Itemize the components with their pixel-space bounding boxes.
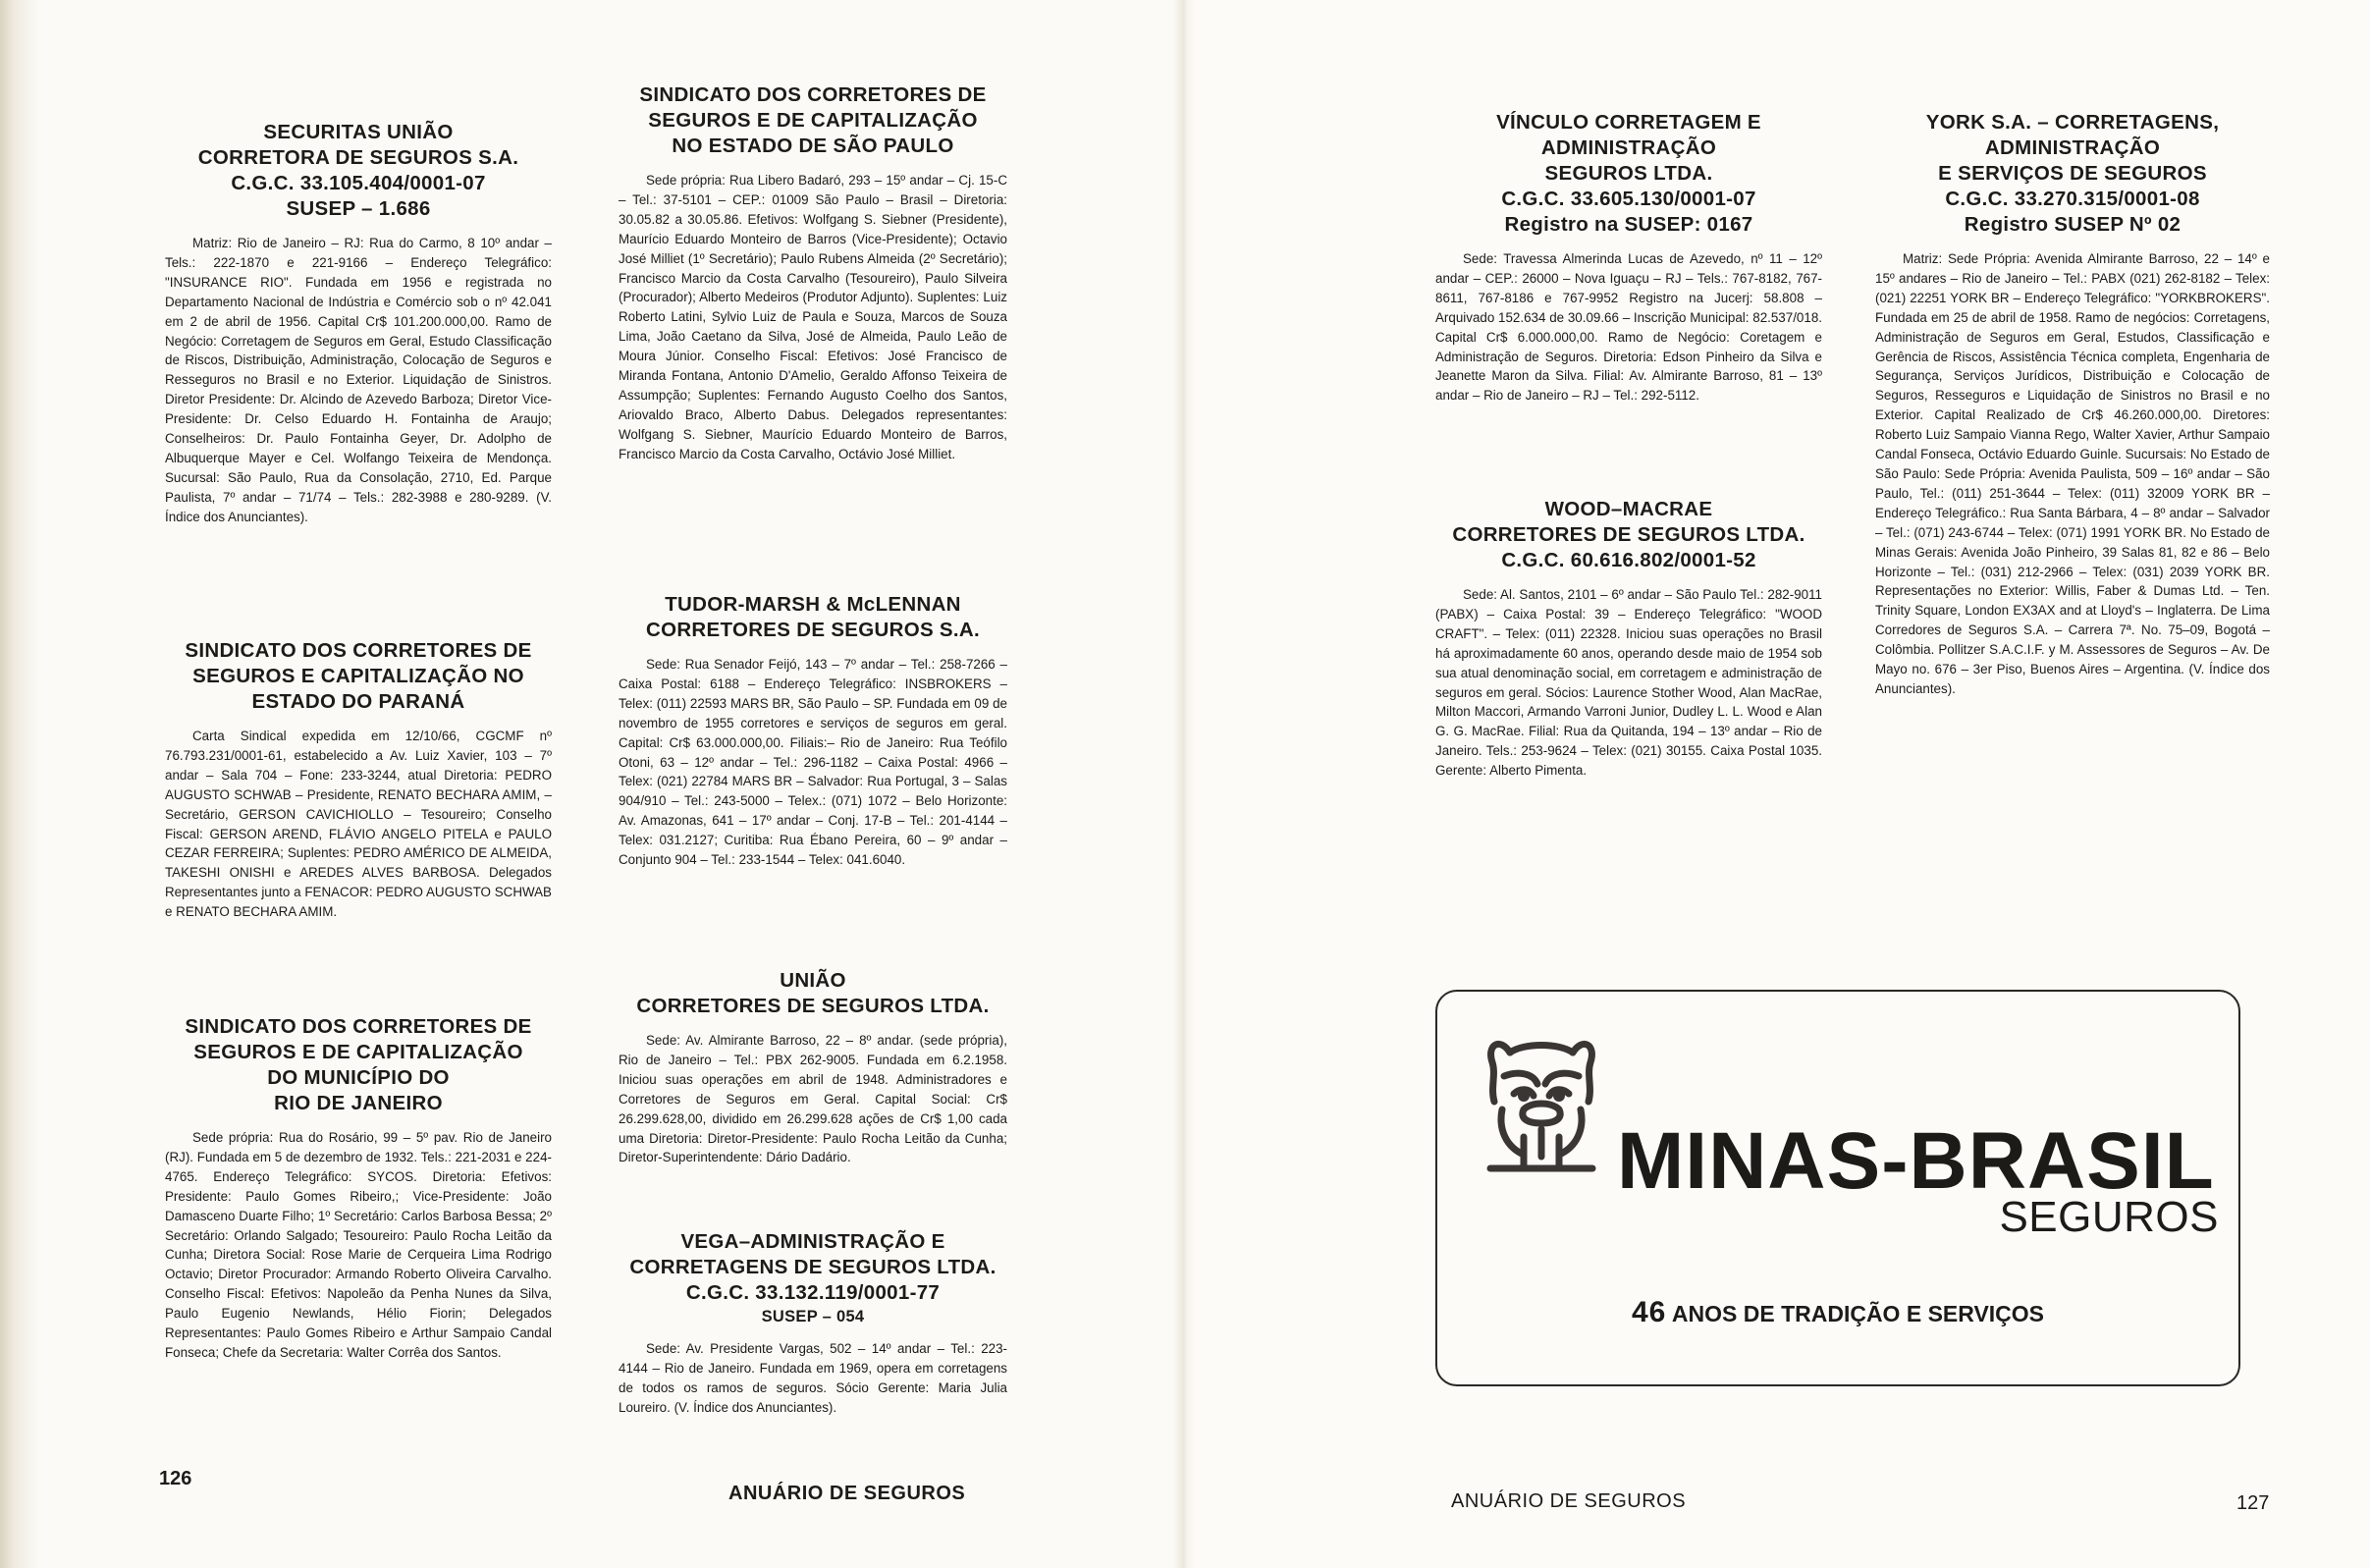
entry-body: Matriz: Sede Própria: Avenida Almirante Barroso, 22 – 14º e 15º andares – Rio de Janeiro – Tel.: PABX (021) 262-8182 – Telex: (021) 22251 YORK BR – Endereço Telegráfico: "YORKBROKERS". Fundada em 25 de abril de 1958. Ramo de negócios: Corretagens, Administração de Seguros em Geral, Estudos, Classificação e Gerência de Riscos, Assistência Técnica completa, Engenharia de Segurança, Serviços Jurídicos, Distribuição e Colocação de Seguros, Resseguros e Liquidação de Sinistros no Brasil e no Exterior. Capital Realizado de Cr$ 46.260.000,00. Diretores: Roberto Luiz Sampaio Vianna Rego, Walter Xavier, Arthur Sampaio Candal Fonseca, Octávio Eduardo Guinle. Sucursais: No Estado de São Paulo: Sede Própria: Avenida Paulista, 509 – 16º andar – São Paulo, Tel.: (011) 251-3644 – Telex: (011) 32009 YORK BR – Endereço Telegráfico.: Rua Santa Bárbara, 4 – 8º andar – Salvador – Tel.: (071) 243-6744 – Telex: (071) 1991 YORK BR. No Estado de Minas Gerais: Avenida João Pinheiro, 39 Salas 81, 82 e 86 – Belo Horizonte – Tel.: (031) 212-2966 – Telex: (031) 2039 YORK BR. Representações no Exterior: Willis, Faber & Dumas Ltd. – Ten. Trinity Square, London EX3AX and at Lloyd's – Inglaterra. De Lima Corredores de Seguros S.A. – Carrera 7ª. No. 75–09, Bogotá – Colômbia. Pollitzer S.A.C.I.F. y M. Assessores de Seguros – Av. De Mayo no. 676 – 3er Piso, Buenos Aires – Argentina. (V. Índice dos Anunciantes). <box>1875 251 2270 696</box>
minas-brasil-advertisement <box>1435 990 2240 1386</box>
entry-york <box>1875 110 2270 699</box>
entry-sindicato-sao-paulo <box>619 82 1007 464</box>
ad-slogan-text: ANOS DE TRADIÇÃO E SERVIÇOS <box>1671 1301 2045 1326</box>
running-footer-left: ANUÁRIO DE SEGUROS <box>728 1483 966 1504</box>
entry-body: Sede: Al. Santos, 2101 – 6º andar – São Paulo Tel.: 282-9011 (PABX) – Caixa Postal: 39 – Endereço Telegráfico: "WOOD CRAFT". – Telex: (011) 22328. Iniciou suas operações no Brasil há aproximadamente 60 anos, operando desde maio de 1954 sob sua atual denominação social, em corretagem e administração de seguros em geral. Sócios: Laurence Stother Wood, Alan MacRae, Milton Maccori, Armando Varroni Junior, Dudley L. L. Wood e Alan G. G. MacRae. Filial: Rua da Quitanda, 194 – 13º andar – Rio de Janeiro. Tels.: 253-9624 – Telex: (021) 30155. Caixa Postal 1035. Gerente: Alberto Pimenta. <box>1435 587 1822 779</box>
entry-sindicato-rio <box>165 1014 552 1363</box>
entry-heading: YORK S.A. – CORRETAGENS, ADMINISTRAÇÃO E SERVIÇOS DE SEGUROS C.G.C. 33.270.315/0001-08 Registro SUSEP Nº 02 <box>1925 111 2220 236</box>
entry-body: Sede: Travessa Almerinda Lucas de Azevedo, nº 11 – 12º andar – CEP.: 26000 – Nova Iguaçu – RJ – Tels.: 767-8182, 767-8611, 767-8186 e 767-9952 Registro na Jucerj: 58.808 – Arquivado 152.634 de 30.09.66 – Inscrição Municipal: 82.537/018. Capital Cr$ 6.000.000,00. Ramo de Negócio: Coretagem e Administração de Seguros. Diretoria: Edson Pinheiro da Silva e Jeanette Maron da Silva. Filial: Av. Almirante Barroso, 81 – 13º andar – Rio de Janeiro – RJ – Tel.: 292-5112. <box>1435 251 1822 404</box>
entry-body: Sede própria: Rua Libero Badaró, 293 – 15º andar – Cj. 15-C – Tel.: 37-5101 – CEP.: 01009 São Paulo – Brasil – Diretoria: 30.05.82 a 30.05.86. Efetivos: Wolfgang S. Siebner (Presidente), Maurício Eduardo Monteiro de Barros (Vice-Presidente); Octavio José Milliet (1º Secretário); Paulo Rubens Almeida (2º Secretário); Francisco Marcio da Costa Carvalho (Tesoureiro), Paulo Silveira (Procurador); Alberto Medeiros (Produtor Adjunto). Suplentes: Luiz Roberto Latini, Sylvio Luiz de Paula e Souza, Marcos de Souza Lima, João Caetano da Silva, José de Almeida, Paulo Leão de Moura Júnior. Conselho Fiscal: Efetivos: José Francisco de Miranda Fontana, Antonio D'Amelio, Geraldo Affonso Teixeira de Assumpção; Suplentes: Fernando Augusto Coelho dos Santos, Ariovaldo Braco, Alberto Dabus. Delegados representantes: Wolfgang S. Siebner, Maurício Eduardo Monteiro de Barros, Francisco Marcio da Costa Carvalho, Octávio José Milliet. <box>619 173 1007 461</box>
entry-wood-macrae <box>1435 497 1822 781</box>
entry-body: Sede: Av. Almirante Barroso, 22 – 8º andar. (sede própria), Rio de Janeiro – Tel.: PBX 262-9005. Fundada em 6.2.1958. Iniciou suas operações em abril de 1948. Administradores e Corretores de Seguros em Geral. Capital Social: Cr$ 26.299.628,00, dividido em 26.299.628 ações de Cr$ 1,00 cada uma Diretoria: Diretor-Presidente: Paulo Rocha Leitão da Cunha; Diretor-Superintendente: Dário Dadário. <box>619 1033 1007 1165</box>
ad-brand-name: MINAS-BRASIL <box>1617 1116 2215 1206</box>
entry-body: Carta Sindical expedida em 12/10/66, CGCMF nº 76.793.231/0001-61, estabelecido a Av. Luiz Xavier, 103 – 7º andar – Sala 704 – Fone: 233-3244, atual Diretoria: PEDRO AUGUSTO SCHWAB – Presidente, RENATO BECHARA AMIM, – Secretário, GERSON CAVICHIOLLO – Tesoureiro; Conselho Fiscal: GERSON AREND, FLÁVIO ANGELO PITELA e PAULO CEZAR FERREIRA; Suplentes: PEDRO AMÉRICO DE ALMEIDA, TAKESHI ONISHI e AREDES ALVES BARBOSA. Delegados Representantes junto a FENACOR: PEDRO AUGUSTO SCHWAB e RENATO BECHARA AMIM. <box>165 729 552 920</box>
entry-vega <box>619 1229 1007 1418</box>
entry-body: Sede: Av. Presidente Vargas, 502 – 14º andar – Tel.: 223-4144 – Rio de Janeiro. Fundada em 1969, opera em corretagens de todos os ramos de seguros. Sócio Gerente: Maria Julia Loureiro. (V. Índice dos Anunciantes). <box>619 1341 1007 1415</box>
entry-heading: WOOD–MACRAE CORRETORES DE SEGUROS LTDA. C.G.C. 60.616.802/0001-52 <box>1452 498 1805 571</box>
entry-body: Matriz: Rio de Janeiro – RJ: Rua do Carmo, 8 10º andar – Tels.: 222-1870 e 221-9166 – Endereço Telegráfico: "INSURANCE RIO". Fundada em 1956 e registrada no Departamento Nacional de Indústria e Comércio sob o nº 42.041 em 2 de abril de 1956. Capital Cr$ 101.200.000,00. Ramo de Negócio: Corretagem de Seguros em Geral, Estudo Classificação de Riscos, Distribuição, Administração, Colocação de Seguros e Resseguros no Brasil e no Exterior. Liquidação de Sinistros. Diretor Presidente: Dr. Alcindo de Azevedo Barboza; Diretor Vice-Presidente: Dr. Celso Eduardo H. Fontainha de Araujo; Conselheiros: Dr. Paulo Fontainha Geyer, Dr. Adolpho de Albuquerque Mayer e Cel. Wolfango Teixeira de Mendonça. Sucursal: São Paulo, Rua da Consolação, 2710, Ed. Parque Paulista, 7º andar – 71/74 – Tels.: 282-3988 e 280-9289. (V. Índice dos Anunciantes). <box>165 236 552 524</box>
entry-securitas-uniao <box>165 120 552 527</box>
entry-heading: TUDOR-MARSH & McLENNAN CORRETORES DE SEGUROS S.A. <box>645 593 981 641</box>
entry-body: Sede: Rua Senador Feijó, 143 – 7º andar – Tel.: 258-7266 – Caixa Postal: 6188 – Endereço Telegráfico: INSBROKERS – Telex: (011) 22593 MARS BR, São Paulo – SP. Fundada em 09 de novembro de 1955 corretores e serviços de seguros em geral. Capital: Cr$ 63.000.000,00. Filiais:– Rio de Janeiro: Rua Teófilo Otoni, 63 – 12º andar – Tel.: 296-1182 – Caixa Postal: 4966 – Telex: (021) 22784 MARS BR – Salvador: Rua Portugal, 3 – Salas 904/910 – Tel.: 243-5000 – Telex.: (071) 1072 – Belo Horizonte: Av. Amazonas, 641 – 17º andar – Conj. 17-B – Tel.: 201-4144 – Telex: 031.2127; Curitiba: Rua Ébano Pereira, 60 – 9º andar – Conjunto 904 – Tel.: 233-1544 – Telex: 041.6040. <box>619 657 1007 868</box>
entry-heading: VÍNCULO CORRETAGEM E ADMINISTRAÇÃO SEGUROS LTDA. C.G.C. 33.605.130/0001-07 Registro na SUSEP: 0167 <box>1496 111 1761 236</box>
entry-heading: SINDICATO DOS CORRETORES DE SEGUROS E CAPITALIZAÇÃO NO ESTADO DO PARANÁ <box>185 639 532 713</box>
entry-sindicato-parana <box>165 638 552 922</box>
entry-heading: VEGA–ADMINISTRAÇÃO E CORRETAGENS DE SEGUROS LTDA. C.G.C. 33.132.119/0001-77 SUSEP – 054 <box>619 1229 1007 1327</box>
entry-heading: UNIÃO CORRETORES DE SEGUROS LTDA. <box>636 969 990 1017</box>
ad-slogan <box>1437 1296 2238 1329</box>
ad-brand-subtitle: SEGUROS <box>1999 1193 2219 1241</box>
running-footer-right: ANUÁRIO DE SEGUROS <box>1451 1490 1687 1512</box>
page-number-left: 126 <box>159 1468 192 1489</box>
entry-heading: SINDICATO DOS CORRETORES DE SEGUROS E DE CAPITALIZAÇÃO DO MUNICÍPIO DO RIO DE JANEIRO <box>185 1015 532 1114</box>
entry-tudor-marsh <box>619 592 1007 870</box>
page-number-right: 127 <box>2236 1492 2270 1514</box>
ad-slogan-number: 46 <box>1631 1296 1667 1328</box>
entry-heading: SINDICATO DOS CORRETORES DE SEGUROS E DE CAPITALIZAÇÃO NO ESTADO DE SÃO PAULO <box>639 83 987 157</box>
entry-subheading: SUSEP – 054 <box>761 1308 865 1325</box>
page-gutter <box>1173 0 1197 1568</box>
entry-uniao-corretores <box>619 968 1007 1167</box>
entry-vinculo <box>1435 110 1822 406</box>
entry-body: Sede própria: Rua do Rosário, 99 – 5º pav. Rio de Janeiro (RJ). Fundada em 5 de dezembro de 1932. Tels.: 221-2031 e 224-4765. Endereço Telegráfico: SYCOS. Diretoria: Efetivos: Presidente: Paulo Gomes Ribeiro,; Vice-Presidente: João Damasceno Duarte Filho; 1º Secretário: Carlos Barbosa Bessa; 2º Secretário: Orlando Salgado; Tesoureiro: Paulo Rocha Leitão da Cunha; Diretora Social: Rose Marie de Cerqueira Lima Rodrigo Octavio; Diretor Procurador: Armando Roberto Oliveira Carvalho. Conselho Fiscal: Efetivos: Napoleão da Penha Nunes da Silva, Paulo Eugenio Newlands, Hélio Fiorin; Delegados Representantes: Paulo Gomes Ribeiro e Arthur Sampaio Candal Fonseca; Chefe da Secretaria: Walter Corrêa dos Santos. <box>165 1130 552 1360</box>
entry-heading: SECURITAS UNIÃO CORRETORA DE SEGUROS S.A. C.G.C. 33.105.404/0001-07 SUSEP – 1.686 <box>197 121 519 220</box>
bulldog-mascot-icon <box>1481 1031 1602 1176</box>
